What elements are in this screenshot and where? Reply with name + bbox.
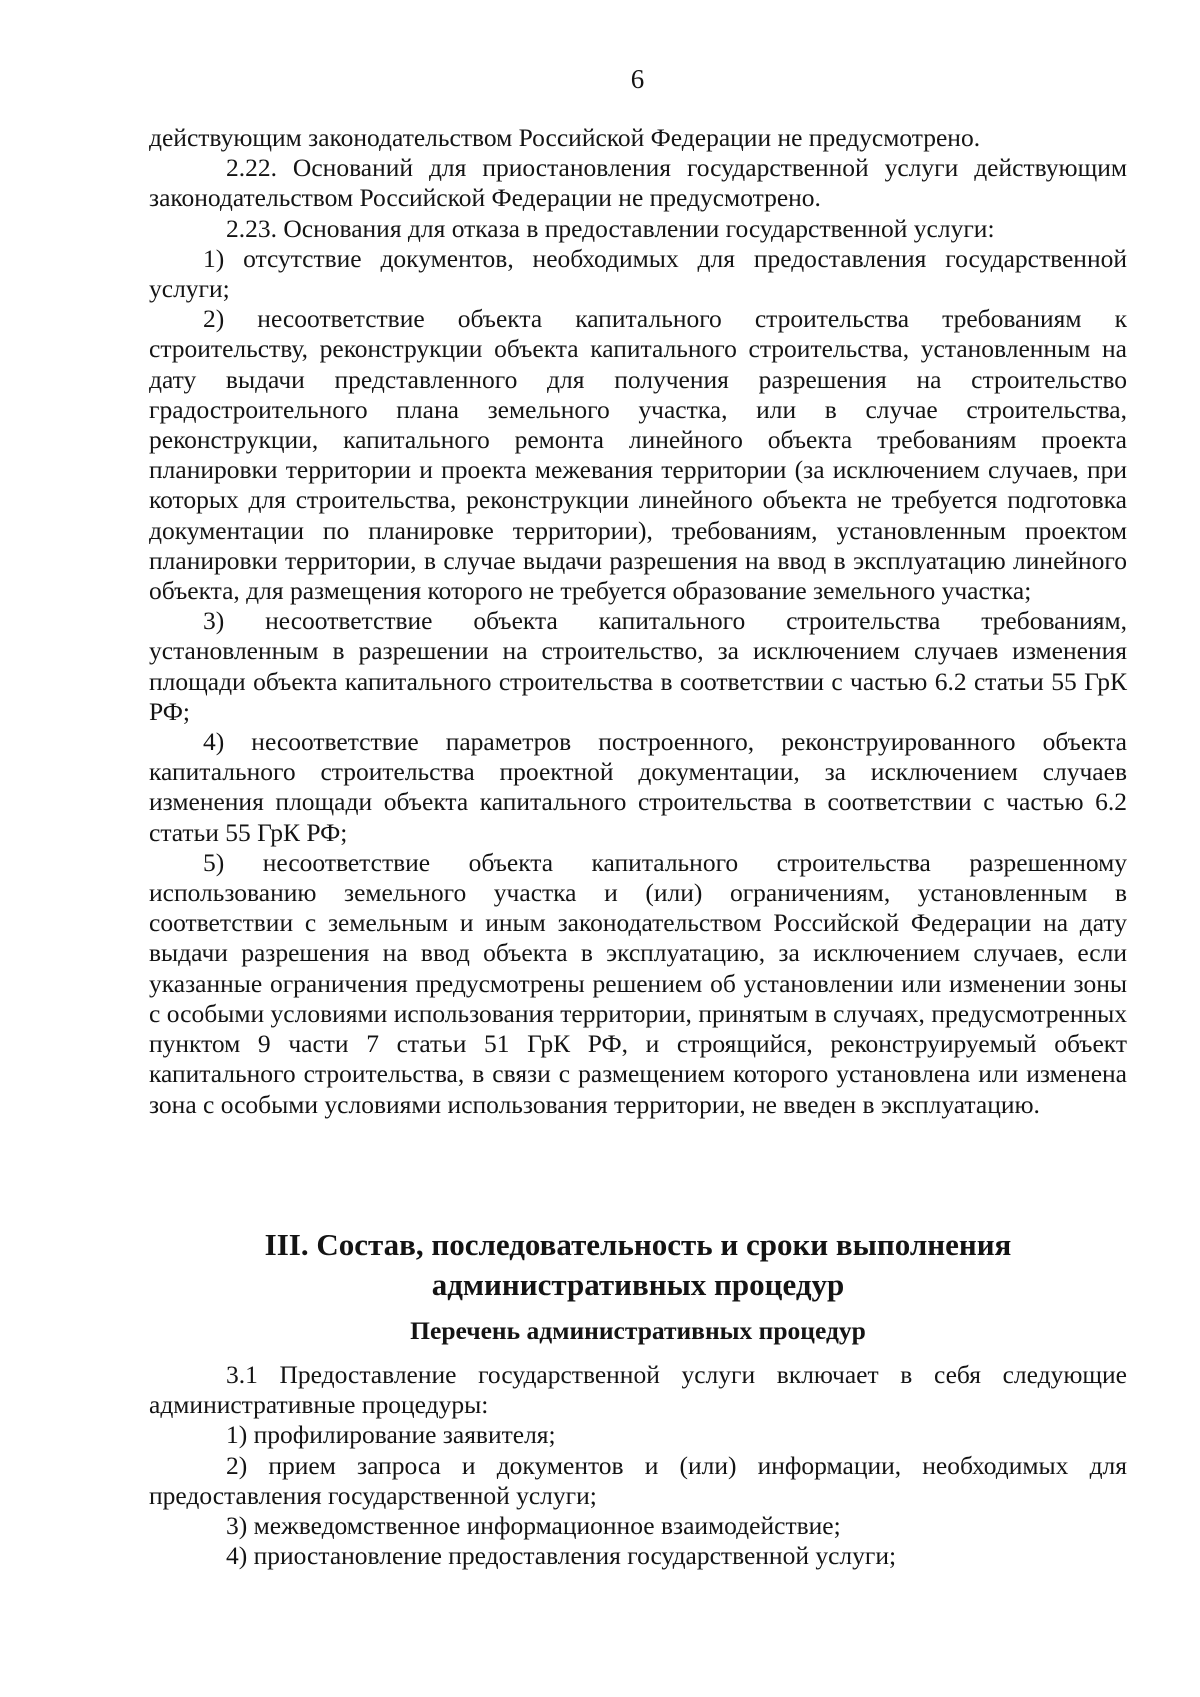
list-item-4: 4) несоответствие параметров построенного, реконструированного объекта капитального строительства проектной документации, за исключением случаев изменения площади объекта капитального строительства в соответствии с частью 6.2 статьи 55 ГрК РФ; [149, 727, 1127, 847]
section-heading [149, 1225, 1127, 1305]
procedure-item-1: 1) профилирование заявителя; [226, 1420, 556, 1450]
section-heading-line1: III. Состав, последовательность и сроки выполнения [264, 1227, 1012, 1262]
section-subheading: Перечень административных процедур [410, 1316, 866, 1345]
list-item-5: 5) несоответствие объекта капитального строительства разрешенному использованию земельного участка и (или) ограничениям, установленным в соответствии с земельным и иным законодательством Российской Федерации на дату выдачи разрешения на ввод объекта в эксплуатацию, за исключением случаев, если указанные ограничения предусмотрены решением об установлении или изменении зоны с особыми условиями использования территории, принятым в случаях, предусмотренных пунктом 9 части 7 статьи 51 ГрК РФ, и строящийся, реконструируемый объект капитального строительства, в связи с размещением которого установлена или изменена зона с особыми условиями использования территории, не введен в эксплуатацию. [149, 847, 1127, 1119]
page-number: 6 [630, 64, 645, 94]
paragraph-3-1: 3.1 Предоставление государственной услуги включает в себя следующие административные процедуры: [149, 1360, 1127, 1420]
list-item-3: 3) несоответствие объекта капитального строительства требованиям, установленным в разрешении на строительство, за исключением случаев изменения площади объекта капитального строительства в соответствии с частью 6.2 статьи 55 ГрК РФ; [149, 606, 1127, 726]
paragraph-2-23: 2.23. Основания для отказа в предоставлении государственной услуги: [226, 213, 995, 243]
list-item-2: 2) несоответствие объекта капитального строительства требованиям к строительству, реконструкции объекта капитального строительства, установленным на дату выдачи представленного для получения разрешения на строительство градостроительного плана земельного участка, или в случае строительства, реконструкции, капитального ремонта линейного объекта требованиям проекта планировки территории и проекта межевания территории (за исключением случаев, при которых для строительства, реконструкции линейного объекта не требуется подготовка документации по планировке территории), требованиям, установленным проектом планировки территории, в случае выдачи разрешения на ввод в эксплуатацию линейного объекта, для размещения которого не требуется образование земельного участка; [149, 304, 1127, 606]
paragraph-2-22: 2.22. Оснований для приостановления государственной услуги действующим законодательством Российской Федерации не предусмотрено. [149, 153, 1127, 213]
procedure-item-2: 2) прием запроса и документов и (или) информации, необходимых для предоставления государственной услуги; [149, 1450, 1127, 1510]
procedure-item-4: 4) приостановление предоставления государственной услуги; [226, 1541, 897, 1571]
section-body [149, 1360, 1127, 1571]
section-heading-line2: административных процедур [431, 1267, 845, 1302]
procedure-item-3: 3) межведомственное информационное взаимодействие; [226, 1511, 841, 1541]
paragraph-continuation: действующим законодательством Российской Федерации не предусмотрено. [149, 123, 981, 152]
document-body [149, 123, 1127, 1120]
list-item-1: 1) отсутствие документов, необходимых для предоставления государственной услуги; [149, 243, 1127, 304]
